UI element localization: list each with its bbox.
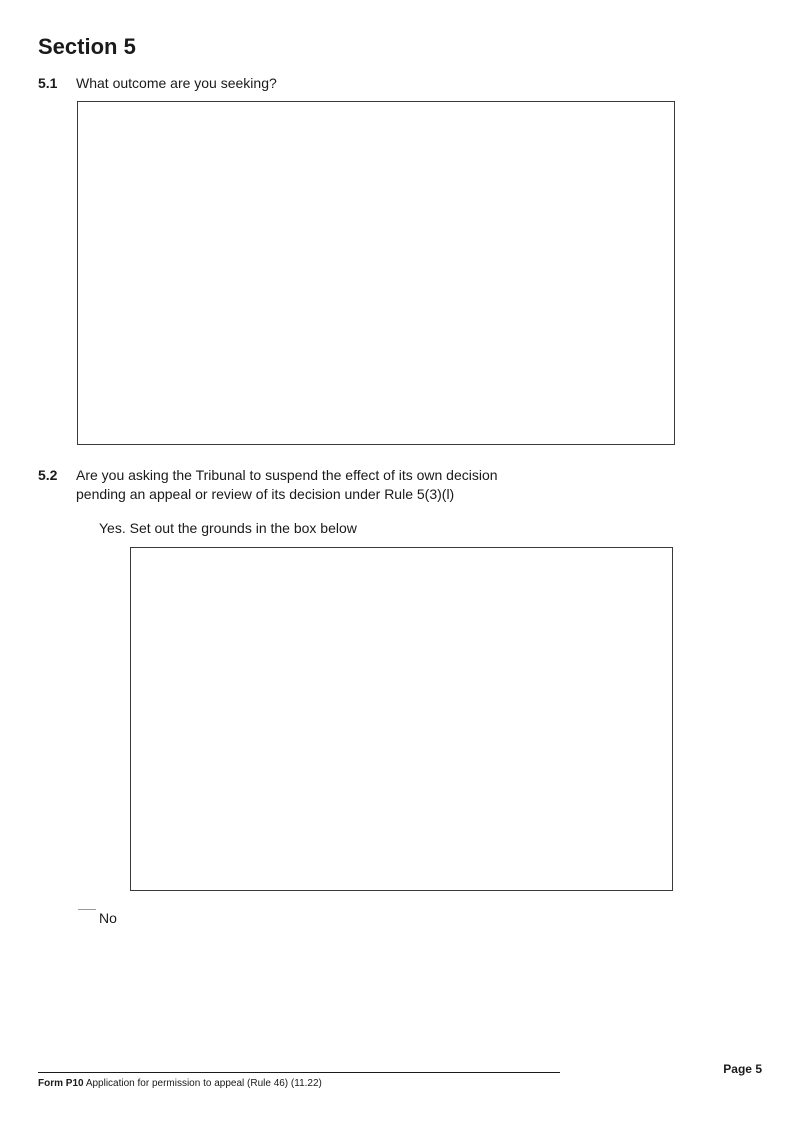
question-text-5-2-line-2: pending an appeal or review of its decision under Rule 5(3)(l) (76, 486, 455, 502)
no-checkbox[interactable] (78, 909, 96, 927)
form-code: Form P10 (38, 1078, 84, 1089)
page-number: Page 5 (723, 1062, 762, 1076)
no-option-label: No (99, 910, 117, 926)
question-number-5-2: 5.2 (38, 467, 58, 483)
form-title: Application for permission to appeal (Rule 46) (11.22) (85, 1078, 322, 1089)
question-text-5-1: What outcome are you seeking? (76, 75, 277, 91)
question-text-5-2-line-1: Are you asking the Tribunal to suspend the effect of its own decision (76, 467, 498, 483)
form-footer (38, 1077, 322, 1091)
yes-checkbox[interactable] (78, 520, 96, 538)
question-number-5-1: 5.1 (38, 75, 58, 91)
outcome-answer-field[interactable] (77, 101, 675, 445)
footer-divider (38, 1072, 560, 1073)
yes-option-label: Yes. Set out the grounds in the box below (99, 520, 357, 536)
section-title: Section 5 (38, 34, 136, 59)
suspension-grounds-field[interactable] (130, 547, 673, 891)
